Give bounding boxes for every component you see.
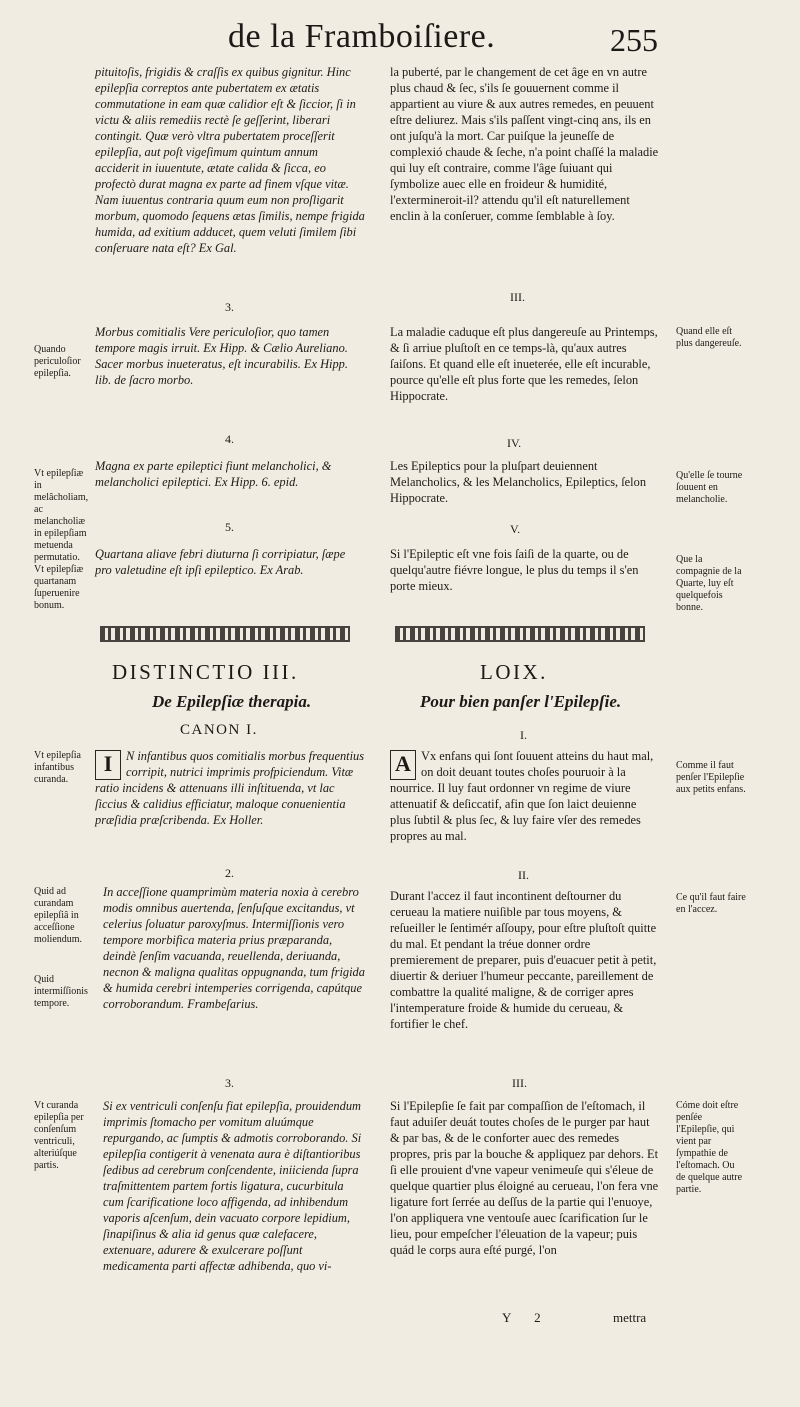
margin-left-4: Quid ad curandam epilepſiâ in acceſſione moliendum. bbox=[34, 886, 83, 945]
margin-right-4: Comme il faut penſer l'Epilepſie aux petits enfans. bbox=[676, 760, 746, 795]
french-num-3b: III. bbox=[512, 1076, 527, 1090]
signature-mark: Y 2 bbox=[502, 1310, 551, 1325]
drop-initial-a: A bbox=[390, 750, 416, 780]
drop-initial-i: I bbox=[95, 750, 121, 780]
french-aphorism-5: Si l'Epileptic eſt vne fois ſaiſi de la quarte, ou de quelqu'autre fiévre longue, le plus du temps il s'en porte mieux. bbox=[390, 547, 639, 593]
latin-num-2: 2. bbox=[225, 866, 234, 880]
margin-left-3: Vt epilepſia infantibus curanda. bbox=[34, 750, 81, 785]
margin-right-1: Quand elle eſt plus dangereuſe. bbox=[676, 326, 742, 349]
french-loi-1: A Vx enfans qui ſont ſouuent atteins du haut mal, on doit deuant toutes choſes pouruoir à la nourrice. Il luy faut ordonner vn regime de viure attenuatif & deſiccatif, afin que ſon laict deuienne plus ſubtil & plus ſec, & luy faire vſer des remedes propres au mal. bbox=[390, 749, 654, 843]
latin-num-3b: 3. bbox=[225, 1076, 234, 1090]
french-num-2: II. bbox=[518, 868, 529, 882]
margin-right-3: Que la compagnie de la Quarte, luy eſt quelquefois bonne. bbox=[676, 554, 742, 613]
french-loi-2: Durant l'accez il faut incontinent deſtourner du cerueau la matiere nuiſible par tous moyens, & reſueiller le ſentiméт aſſoupy, pour eſtre pluſtoſt quitte du mal. Et pendant la tréue donner ordre premierement de preparer, puis d'euacuer petit à petit, diuertir & deriuer l'humeur peccante, pareillement de combattre la qualité maligne, & de corriger apres l'intemperature froide & humide du cerueau, & fortifier le chef. bbox=[390, 889, 657, 1031]
loix-heading: LOIX. bbox=[480, 660, 548, 684]
margin-right-2: Qu'elle ſe tourne ſouuent en melancholie. bbox=[676, 470, 743, 505]
french-num-1: I. bbox=[520, 728, 527, 742]
margin-right-5: Ce qu'il faut faire en l'accez. bbox=[676, 892, 746, 915]
canon-heading: CANON I. bbox=[180, 722, 258, 738]
french-num-3: III. bbox=[510, 290, 525, 304]
latin-canon-2: In acceſſione quamprimùm materia noxia à cerebro modis omnibus auertenda, ſenſuſque excitandus, vt celerius ſoluatur paroxyſmus. Intermiſſionis vero tempore morbifica materia prius præparanda, deindè ſenſim vacuanda, reuellenda, deriuanda, necnon & maligna qualitas oppugnanda, tum frigida & humida cerebri intemperies corrigenda, capútque corroborandum. Frambeſarius. bbox=[103, 885, 365, 1011]
latin-aphorism-3: Morbus comitialis Vere periculoſior, quo tamen tempore magis irruit. Ex Hipp. & Cælio Aureliano. Sacer morbus inueteratus, eſt incurabilis. Ex Hipp. lib. de ſacro morbo. bbox=[95, 325, 348, 387]
ornament-band-right bbox=[395, 626, 645, 642]
latin-canon-1: I N infantibus quos comitialis morbus frequentius corripit, nutrici imprimis profpiciendum. Vitæ ratio incidens & attenuans illi inſtituenda, vt lac ſiccius & calidius efficiatur, maloque conuenientia præſidia præſcribenda. Ex Holler. bbox=[95, 749, 365, 827]
french-subheading: Pour bien panſer l'Epilepſie. bbox=[420, 692, 622, 711]
distinctio-heading: DISTINCTIO III. bbox=[112, 660, 299, 684]
catchword: mettra bbox=[613, 1310, 647, 1325]
french-aphorism-4: Les Epileptics pour la pluſpart deuiennent Melancholics, & les Melancholics, Epileptics, ſelon Hippocrate. bbox=[390, 459, 647, 505]
french-aphorism-3: La maladie caduque eſt plus dangereuſe au Printemps, & ſi arriue pluſtoſt en ce temps-là, qu'aux autres ſaiſons. Et quand elle eſt inueterée, elle eſt incurable, pource qu'elle eſt plus forte que les remedes, ſelon Hippocrate. bbox=[390, 325, 658, 403]
latin-num-5: 5. bbox=[225, 520, 234, 534]
latin-aphorism-4: Magna ex parte epileptici fiunt melancholici, & melancholici epileptici. Ex Hipp. 6. epid. bbox=[95, 459, 332, 489]
french-loi-3: Si l'Epilepſie ſe fait par compaſſion de l'eſtomach, il faut aduiſer deuát toutes choſes de le purger par haut & par bas, & de le conforter auec des remedes propres, pris par la bouche & appliquez par dehors. Et ſi elle prouient d'vne vapeur venimeuſe qui s'éleue de quelque quartier plus éloigné au cerueau, l'on fera vne ligature fort ſerrée au deſſus de la partie qui l'enuoye, l'on appliquera vne ventouſe auec ſcarification ſur le lieu, pour empeſcher l'éleuation de la vapeur; puis quád le corps aura eſté purgé, l'on bbox=[390, 1099, 659, 1257]
latin-aphorism-5: Quartana aliave febri diuturna ſi corripiatur, ſæpe pro valetudine eſt ipſi epileptico. Ex Arab. bbox=[95, 547, 346, 577]
french-intro: la puberté, par le changement de cet âge en vn autre plus chaud & ſec, s'ils ſe gouuernent comme il appartient au viure & aux autres remedes, en peuuent eſtre deliurez. Mais s'ils paſſent vingt-cinq ans, ils en ont juſqu'à la mort. Car puiſque la jeuneſſe de complexió chaude & ſeche, n'a point chaſſé la maladie qui luy eſt contraire, comme l'âge ſuiuant qui ſymbolize auec elle en froideur & humidité, l'extermineroit-il? attendu qu'il eſt naturellement enclin à la conſeruer, comme ſemblable à ſoy. bbox=[390, 65, 659, 223]
running-head: de la Framboiſiere. bbox=[228, 18, 496, 55]
margin-right-6: Cóme doit eſtre penſée l'Epilepſie, qui vient par ſympathie de l'eſtomach. Ou de quelque autre partie. bbox=[676, 1100, 743, 1195]
latin-canon-3: Si ex ventriculi conſenſu fiat epilepſia, prouidendum imprimis ſtomacho per vomitum aluúmque repurgando, ac ſumptis & admotis corroborando. Si epilepſia contigerit à venenata aura è diſtantioribus ſedibus ad cerebrum conſcendente, iniicienda ſupra traſmittentem partem fortis ligatura, cucurbitula cum ſcarificatione loco affigenda, ad inhibendum vaporis aſcenſum, dein vacuato corpore lepidium, ſinapiſinus & alia id genus quæ calefacere, extenuare, adurere & exulcerare poſſunt medicamenta parti affectæ adhibenda, quo vi- bbox=[103, 1099, 362, 1273]
latin-num-4: 4. bbox=[225, 432, 234, 446]
latin-intro: pituitoſis, frigidis & craſſis ex quibus gignitur. Hinc epilepſia correptos ante pubertatem ex ætatis commutatione in eam quæ calidior eſt & ſiccior, ſi in victu & aliis remediis rectè ſe geſſerint, liberari contingit. Quæ verò vltra pubertatem proceſſerit epilepſia, aut poſt vigeſimum quintum annum acciderit in iuuentute, ætate calida & ſicca, eo profectò durat magna ex parte ad finem vſque vitæ. Nam iuuentus contraria quum eum non proſligarit morbum, quomodo ſequens ætas ſimilis, nempe frigida humida, ad exitium adducet, quem veluti ſimilem ſibi conſeruare nata eſt? Ex Gal. bbox=[95, 65, 365, 255]
french-num-5: V. bbox=[510, 522, 521, 536]
latin-subheading: De Epilepſiæ therapia. bbox=[152, 692, 312, 711]
french-num-4: IV. bbox=[507, 436, 522, 450]
margin-left-2: Vt epilepſiæ in melâcholiam, ac melancholiæ in epilepſiam metuenda permutatio. Vt epilepſiæ quartanam ſuperuenire bonum. bbox=[34, 468, 89, 611]
latin-num-3: 3. bbox=[225, 300, 234, 314]
margin-left-6: Vt curanda epilepſia per conſenſum ventriculi, alteriúſque partis. bbox=[34, 1100, 84, 1171]
margin-left-1: Quando periculoſior epilepſia. bbox=[34, 344, 81, 379]
ornament-band-left bbox=[100, 626, 350, 642]
folio-number: 255 bbox=[610, 22, 658, 58]
margin-left-5: Quid intermiſſionis tempore. bbox=[34, 974, 88, 1009]
